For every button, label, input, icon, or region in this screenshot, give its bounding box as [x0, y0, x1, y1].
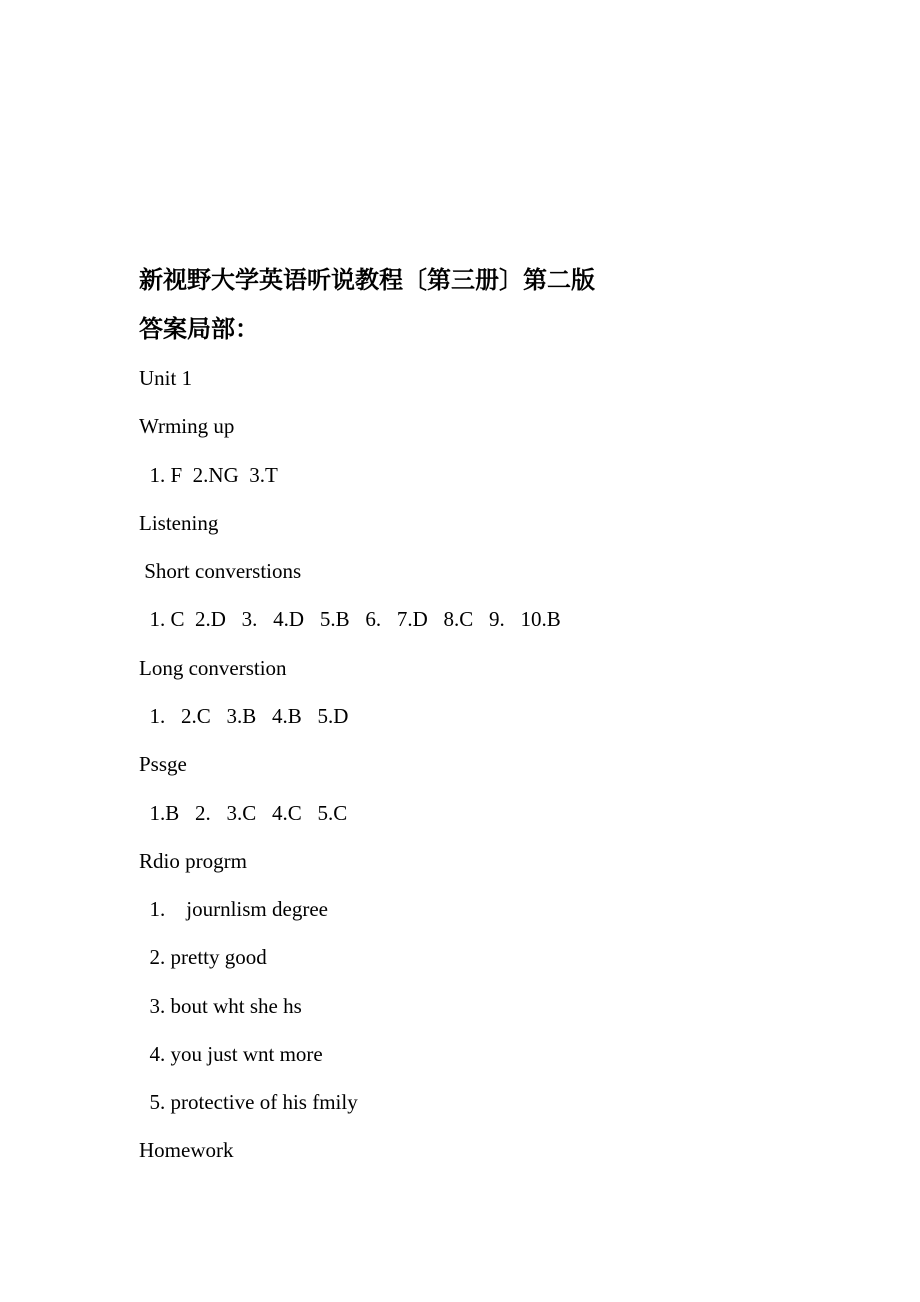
answers-long-conversation: 1. 2.C 3.B 4.B 5.D — [139, 704, 349, 728]
section-listening: Listening — [139, 511, 219, 535]
answer-radio-3: 3. bout wht she hs — [139, 994, 302, 1018]
answers-warming-up: 1. F 2.NG 3.T — [139, 463, 278, 487]
unit-heading: Unit 1 — [139, 366, 193, 390]
answers-passage: 1.B 2. 3.C 4.C 5.C — [139, 801, 348, 825]
section-short-conversations: Short converstions — [139, 559, 302, 583]
answers-short-conversations: 1. C 2.D 3. 4.D 5.B 6. 7.D 8.C 9. 10.B — [139, 607, 561, 631]
answer-radio-4: 4. you just wnt more — [139, 1042, 323, 1066]
section-warming-up: Wrming up — [139, 414, 235, 438]
section-passage: Pssge — [139, 752, 187, 776]
answer-radio-5: 5. protective of his fmily — [139, 1090, 358, 1114]
answer-radio-2: 2. pretty good — [139, 945, 267, 969]
document-subtitle: 答案局部： — [139, 315, 259, 343]
section-radio-program: Rdio progrm — [139, 849, 247, 873]
answer-radio-1: 1. journlism degree — [139, 897, 328, 921]
section-homework: Homework — [139, 1138, 234, 1162]
document-title: 新视野大学英语听说教程〔第三册〕第二版 — [139, 266, 595, 294]
section-long-conversation: Long converstion — [139, 656, 287, 680]
